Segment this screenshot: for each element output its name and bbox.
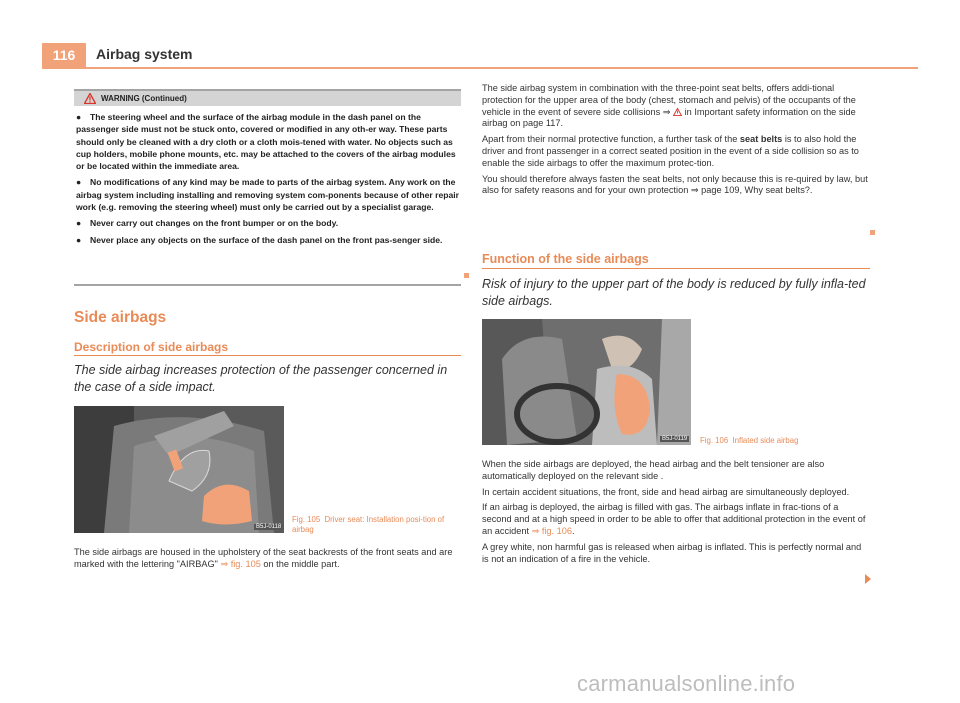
subsection-divider	[482, 268, 870, 269]
section-end-marker	[870, 230, 875, 235]
subsection-divider	[74, 355, 461, 356]
section-intro: The side airbag increases protection of the passenger concerned in the case of a side impact.	[74, 363, 448, 394]
seat-illustration	[74, 406, 284, 533]
paragraph: When the side airbags are deployed, the head airbag and the belt tensioner are also automatically deployed on the relevant side .	[482, 459, 825, 481]
warning-box	[74, 89, 461, 286]
right-column-text	[482, 83, 870, 201]
subsection-title: Description of side airbags	[74, 340, 229, 354]
section-intro: Risk of injury to the upper part of the body is reduced by fully infla-ted side airbags.	[482, 277, 866, 308]
warning-item: ● Never place any objects on the surface of the dash panel on the front pas-senger side.	[76, 234, 443, 245]
fig-106-link[interactable]: ⇒ fig. 106	[531, 525, 572, 536]
paragraph: In certain accident situations, the front, side and head airbag are simultaneously deployed.	[482, 486, 850, 497]
figure-106	[482, 319, 691, 445]
side-airbag-location-text: The side airbags are housed in the upholstery of the seat backrests of the front seats and are marked with the lettering "AIRBAG" ⇒ fig. 105 on the middle part.	[74, 547, 453, 569]
fig-105-link[interactable]: ⇒ fig. 105	[220, 558, 261, 569]
warning-title: WARNING (Continued)	[101, 94, 187, 103]
paragraph: If an airbag is deployed, the airbag is filled with gas. The airbags inflate in frac-tions of a second and at a high speed in order to be able to offer that additional protection in the event of an accident ⇒ fig. 106.	[482, 502, 866, 536]
paragraph: The side airbag system in combination with the three-point seat belts, offers addi-tional protection for the upper area of the body (chest, stomach and pelvis) of the occupants of the vehicle in the event of severe side collisions ⇒ in Important safety information on the side airbag on page 117.	[482, 83, 856, 129]
figure-caption: Fig. 105 Driver seat: Installation posi-tion of airbag	[292, 515, 445, 534]
subsection-title: Function of the side airbags	[482, 252, 649, 266]
paragraph: You should therefore always fasten the seat belts, not only because this is re-quired by law, but also for safety reasons and for your own protection ⇒ page 109, Why seat belts?.	[482, 173, 868, 196]
paragraph: A grey white, non harmful gas is released when airbag is inflated. This is perfectly normal and is not an indication of a fire in the vehicle.	[482, 541, 862, 564]
watermark: carmanualsonline.info	[577, 671, 796, 696]
warning-triangle-icon	[84, 93, 96, 104]
figure-caption: Fig. 106 Inflated side airbag	[700, 436, 799, 445]
header-divider	[42, 67, 918, 69]
warning-item: ● The steering wheel and the surface of the airbag module in the dash panel on the passenger side must not be stuck onto, covered or modified in any oth-er way. These parts should only be cleaned with a dry cloth or a cloth mois-tened with water. No objects such as cup holders, mobile phone mounts, etc. may be attached to the covers of the airbag modules or be located within the immediate area.	[76, 112, 456, 172]
warning-item: ● No modifications of any kind may be made to parts of the airbag system. Any work on the airbag system including installing and removing system com-ponents because of other repair work (e.g. removing the steering wheel) must only be carried out by a specialist garage.	[76, 177, 459, 213]
side-airbag-function-text	[482, 459, 870, 569]
paragraph: Apart from their normal protective function, a further task of the seat belts is to also hold the driver and front passenger in a correct seated position in the event of a side collision so as to enable the side airbags to offer the maximum protec-tion.	[482, 134, 859, 168]
warning-header	[74, 91, 461, 106]
warning-list	[76, 111, 460, 250]
inflated-airbag-illustration	[482, 319, 691, 445]
warning-item: ● Never carry out changes on the front bumper or on the body.	[76, 218, 339, 229]
section-end-marker	[464, 273, 469, 278]
section-title: Side airbags	[74, 309, 167, 326]
figure-code: B5J-0119	[662, 436, 688, 442]
figure-code: B5J-0118	[256, 524, 282, 530]
continue-arrow-icon	[865, 574, 871, 584]
figure-105	[74, 406, 284, 533]
page-number: 116	[42, 43, 86, 67]
warning-triangle-icon	[673, 108, 682, 116]
chapter-title: Airbag system	[96, 46, 193, 62]
